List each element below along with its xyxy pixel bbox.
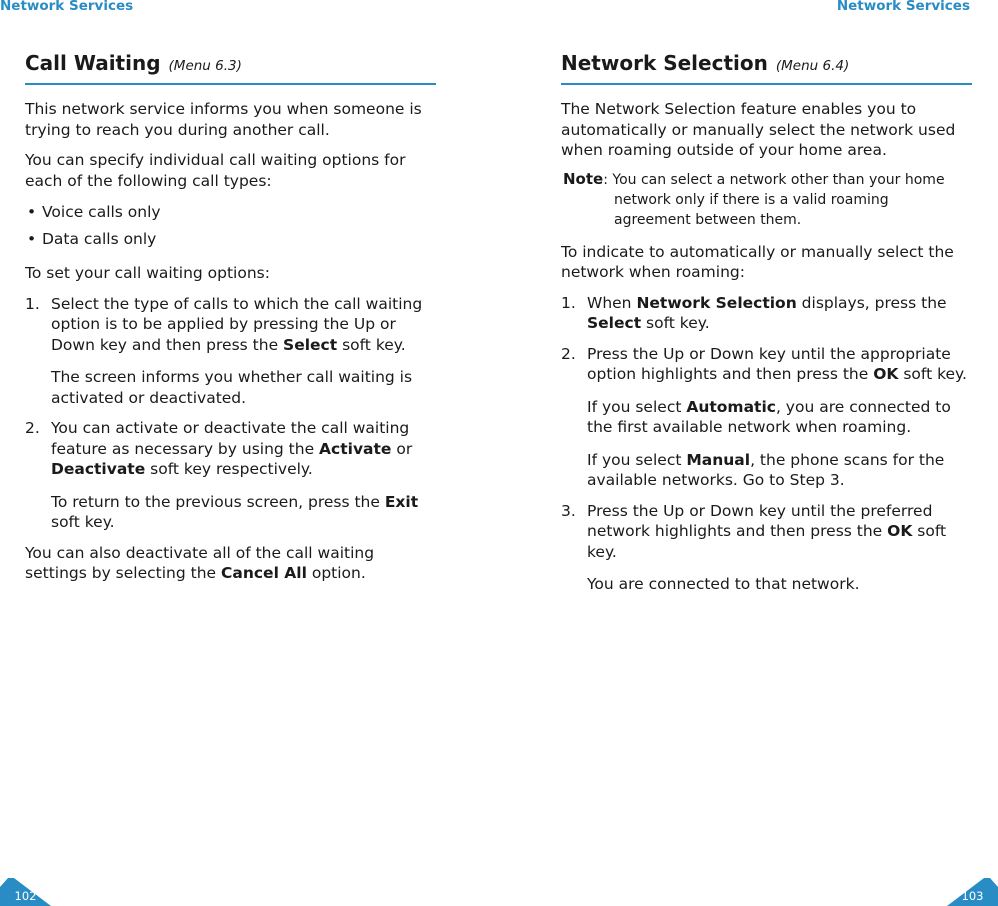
step-text-part: Select the type of calls to which the call waiting option is to be applied by pressing the Up or Down key and then press the xyxy=(51,294,423,354)
section-title-text: Call Waiting xyxy=(25,51,161,75)
step-number: 3. xyxy=(561,501,576,520)
step-number: 2. xyxy=(561,344,576,363)
ok-key-label: OK xyxy=(873,365,899,383)
step-text-part: If you select xyxy=(587,450,687,469)
menu-reference: (Menu 6.3) xyxy=(168,58,242,74)
exit-key-label: Exit xyxy=(384,492,419,511)
step-item xyxy=(25,294,436,409)
section-title xyxy=(25,50,436,85)
step-item xyxy=(561,344,972,491)
step-text-part: Press the Up or Down key until the appropriate option highlights and then press the xyxy=(587,344,951,383)
page-number: 102 xyxy=(14,889,37,903)
closing-text-part: option. xyxy=(306,564,366,582)
step-text-part: To return to the previous screen, press the xyxy=(51,492,385,511)
automatic-option-label: Automatic xyxy=(686,397,776,416)
indicate-intro: To indicate to automatically or manually select the network when roaming: xyxy=(561,242,954,281)
step-followup xyxy=(587,450,972,491)
list-item: • Data calls only xyxy=(25,226,436,253)
intro-paragraph: The Network Selection feature enables you to automatically or manually select the network used when roaming outside of your home area. xyxy=(561,100,956,159)
step-text-part: soft key. xyxy=(51,513,115,531)
manual-option-label: Manual xyxy=(686,450,751,469)
step-item xyxy=(561,501,972,595)
page-number-tab xyxy=(0,878,51,906)
step-text-part: If you select xyxy=(587,397,687,416)
step-text-part: You can activate or deactivate the call waiting feature as necessary by using the xyxy=(51,419,410,458)
step-text-part: , the phone scans for the available networks. Go to Step 3. xyxy=(587,450,945,489)
step-text-part: soft key. xyxy=(587,522,947,561)
network-selection-section xyxy=(561,50,972,605)
step-text-part: soft key. xyxy=(641,314,710,332)
page-number-tab xyxy=(947,878,998,906)
step-text-part: , you are connected to the first available network when roaming. xyxy=(587,397,951,436)
step-item xyxy=(25,418,436,533)
select-key-label: Select xyxy=(283,335,338,354)
activate-key-label: Activate xyxy=(319,439,392,458)
step-followup xyxy=(51,492,436,533)
call-waiting-section xyxy=(25,50,436,594)
step-text xyxy=(587,344,972,385)
step-text xyxy=(587,501,972,563)
closing-text-part: You can also deactivate all of the call waiting settings by selecting the xyxy=(25,543,375,582)
step-text-part: soft key. xyxy=(898,365,967,383)
step-number: 1. xyxy=(25,294,40,313)
section-title xyxy=(561,50,972,85)
menu-reference: (Menu 6.4) xyxy=(775,58,850,74)
step-list xyxy=(25,294,436,533)
deactivate-key-label: Deactivate xyxy=(51,460,146,478)
call-type-list xyxy=(25,199,436,253)
section-title-text: Network Selection xyxy=(561,51,768,75)
step-text-part: Press the Up or Down key until the preferred network highlights and then press the xyxy=(587,501,933,540)
list-item: • Voice calls only xyxy=(25,199,436,226)
running-header: Network Services xyxy=(0,0,134,14)
step-item xyxy=(561,293,972,334)
set-options-intro: To set your call waiting options: xyxy=(25,264,270,282)
note-line: network only if there is a valid roaming xyxy=(614,191,889,208)
intro-paragraph: This network service informs you when someone is trying to reach you during another call. xyxy=(25,100,422,139)
note-text xyxy=(561,169,945,230)
note-block xyxy=(561,169,972,230)
right-page xyxy=(499,0,998,906)
step-text-part: displays, press the xyxy=(796,293,947,312)
note-label: Note xyxy=(563,169,604,188)
step-text-part: soft key respectively. xyxy=(145,460,313,478)
network-selection-label: Network Selection xyxy=(636,293,797,312)
note-line: agreement between them. xyxy=(614,211,802,228)
step-text-part: or xyxy=(391,439,413,458)
step-followup: You are connected to that network. xyxy=(587,575,860,593)
cancel-all-label: Cancel All xyxy=(221,564,307,582)
select-key-label: Select xyxy=(587,314,642,332)
step-text xyxy=(587,293,972,334)
running-header: Network Services xyxy=(836,0,970,14)
step-number: 2. xyxy=(25,419,40,437)
step-text-part: soft key. xyxy=(337,335,406,354)
closing-paragraph xyxy=(25,543,436,584)
step-text xyxy=(51,418,436,480)
page-number: 103 xyxy=(961,889,984,903)
step-text-part: When xyxy=(587,293,637,312)
step-followup xyxy=(587,397,972,438)
note-line: : You can select a network other than your home xyxy=(603,171,945,188)
step-followup: The screen informs you whether call waiting is activated or deactivated. xyxy=(51,368,413,407)
step-list xyxy=(561,293,972,595)
options-intro-paragraph: You can specify individual call waiting options for each of the following call types: xyxy=(25,151,406,190)
step-text xyxy=(51,294,436,356)
ok-key-label: OK xyxy=(887,522,913,540)
step-number: 1. xyxy=(561,293,576,312)
